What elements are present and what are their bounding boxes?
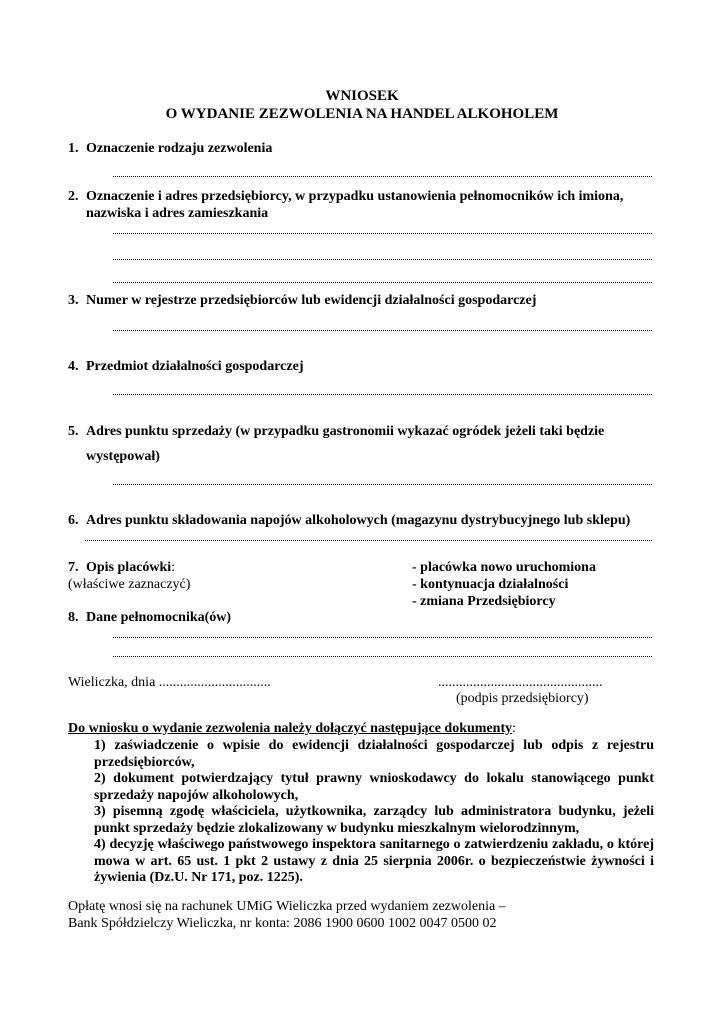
entrepreneur-address-field-1[interactable] — [113, 233, 652, 234]
section-1-label: Oznaczenie rodzaju zezwolenia — [86, 141, 273, 156]
section-2-label-line2: nazwiska i adres zamieszkania — [86, 206, 269, 221]
section-6-number: 6. — [68, 513, 79, 528]
section-7-colon: : — [171, 560, 176, 575]
section-4-heading — [68, 359, 304, 375]
storage-address-field[interactable] — [85, 540, 652, 541]
section-5-heading — [68, 424, 604, 440]
document-subtitle: O WYDANIE ZEZWOLENIA NA HANDEL ALKOHOLEM — [165, 106, 559, 122]
section-1-number: 1. — [68, 141, 79, 156]
attachments-heading-line — [68, 721, 516, 737]
signature-field[interactable]: ............................................... — [438, 675, 603, 690]
entrepreneur-address-field-3[interactable] — [113, 282, 652, 283]
entrepreneur-address-field-2[interactable] — [113, 259, 652, 260]
section-4-number: 4. — [68, 359, 79, 374]
section-7-number: 7. — [68, 560, 79, 575]
section-7-note: (właściwe zaznaczyć) — [68, 577, 191, 592]
place-date-label: Wieliczka, dnia — [68, 675, 156, 690]
attachments-heading-colon: : — [512, 721, 517, 736]
date-field[interactable]: ................................ — [158, 675, 271, 690]
attachment-item-3: 3) pisemną zgodę właściciela, użytkownika, zarządcy lub administratora budynku, jeżeli punkt sprzedaży będzie zlokalizowany w budynku mieszkalnym wielorodzinnym, — [94, 804, 654, 836]
section-8-label: Dane pełnomocnika(ów) — [86, 610, 232, 625]
section-6-label: Adres punktu składowania napojów alkoholowych (magazynu dystrybucyjnego lub sklepu) — [86, 513, 631, 528]
proxy-data-field-1[interactable] — [113, 637, 652, 638]
section-6-heading — [68, 513, 630, 529]
attachments-heading: Do wniosku o wydanie zezwolenia należy dołączyć następujące dokumenty — [68, 721, 513, 736]
section-2-number: 2. — [68, 189, 79, 204]
business-activity-field[interactable] — [113, 394, 652, 395]
option-continuation[interactable]: - kontynuacja działalności — [412, 577, 569, 592]
document-title: WNIOSEK — [325, 88, 399, 104]
attachment-item-2: 2) dokument potwierdzający tytuł prawny wnioskodawcy do lokalu stanowiącego punkt sprzedaży napojów alkoholowych, — [94, 771, 654, 803]
section-3-heading — [68, 293, 536, 309]
section-1-heading — [68, 141, 272, 157]
section-8-number: 8. — [68, 610, 79, 625]
section-2-heading — [68, 189, 623, 205]
option-new-outlet[interactable]: - placówka nowo uruchomiona — [412, 560, 596, 575]
section-5-label-line1: Adres punktu sprzedaży (w przypadku gastronomii wykazać ogródek jeżeli taki będzie — [86, 424, 605, 439]
permit-type-field[interactable] — [113, 176, 652, 177]
payment-note-line1: Opłatę wnosi się na rachunek UMiG Wieliczka przed wydaniem zezwolenia – — [68, 899, 506, 914]
section-5-number: 5. — [68, 424, 79, 439]
section-3-number: 3. — [68, 293, 79, 308]
option-owner-change[interactable]: - zmiana Przedsiębiorcy — [412, 594, 556, 609]
place-date-line — [68, 675, 271, 691]
proxy-data-field-2[interactable] — [113, 656, 652, 657]
section-8-heading — [68, 610, 231, 626]
attachment-item-4: 4) decyzję właściwego państwowego inspektora sanitarnego o zatwierdzeniu zakładu, o której mowa w art. 65 ust. 1 pkt 2 ustawy z dnia 25 sierpnia 2006r. o bezpieczeństwie żywności i żywienia (Dz.U. Nr 171, poz. 1225). — [94, 837, 654, 885]
section-7-label: Opis placówki — [86, 560, 172, 575]
sales-point-address-field[interactable] — [113, 484, 652, 485]
signature-caption: (podpis przedsiębiorcy) — [456, 691, 589, 706]
attachment-item-1: 1) zaświadczenie o wpisie do ewidencji działalności gospodarczej lub odpis z rejestru przedsiębiorców, — [94, 738, 654, 770]
payment-note-line2: Bank Spółdzielczy Wieliczka, nr konta: 2086 1900 0600 1002 0047 0500 02 — [68, 916, 497, 931]
section-3-label: Numer w rejestrze przedsiębiorców lub ewidencji działalności gospodarczej — [86, 293, 537, 308]
registry-number-field[interactable] — [113, 330, 652, 331]
section-5-label-line2: występował) — [86, 449, 160, 464]
section-4-label: Przedmiot działalności gospodarczej — [86, 359, 304, 374]
section-7-heading — [68, 560, 175, 576]
section-2-label-line1: Oznaczenie i adres przedsiębiorcy, w przypadku ustanowienia pełnomocników ich imiona, — [86, 189, 624, 204]
